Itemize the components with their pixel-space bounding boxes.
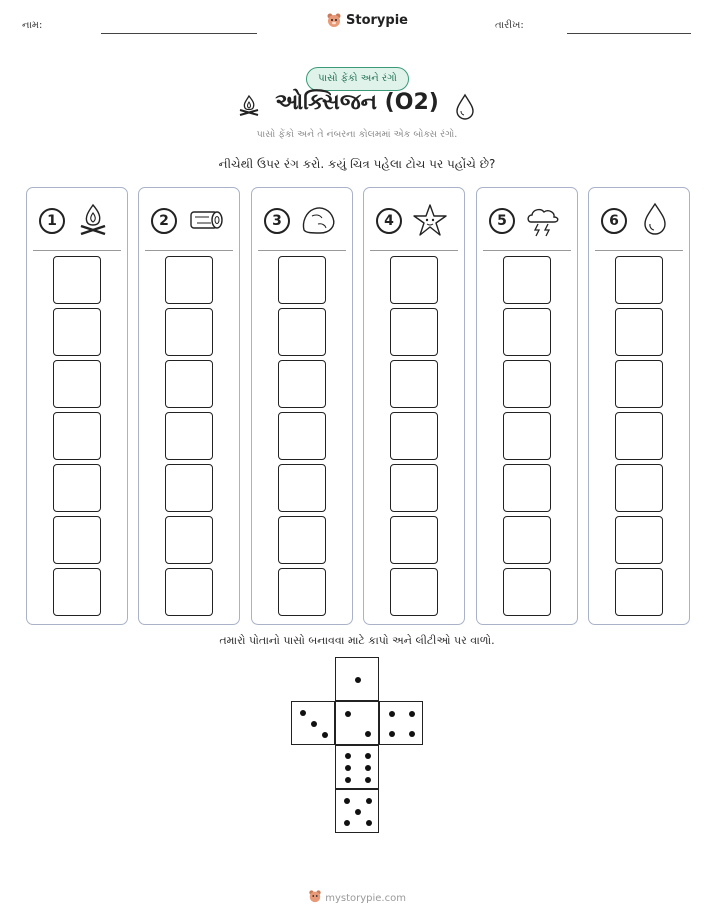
column-header — [27, 202, 127, 242]
dice-column-1 — [26, 187, 128, 625]
water-drop-icon — [635, 202, 675, 238]
dice-face-3 — [291, 701, 335, 745]
color-box[interactable] — [165, 256, 213, 304]
dice-face-1 — [335, 657, 379, 701]
campfire-icon — [73, 202, 113, 238]
color-box[interactable] — [390, 516, 438, 564]
dice-face-6 — [335, 745, 379, 789]
column-number: 1 — [39, 208, 65, 234]
color-box[interactable] — [615, 568, 663, 616]
column-number: 6 — [601, 208, 627, 234]
footer-url: mystorypie.com — [325, 893, 406, 904]
column-divider — [33, 250, 121, 251]
dice-face-4 — [379, 701, 423, 745]
log-icon — [185, 202, 225, 238]
color-box[interactable] — [390, 308, 438, 356]
dice-pip — [345, 753, 351, 759]
dice-pip — [365, 765, 371, 771]
dice-pip — [344, 798, 350, 804]
color-box[interactable] — [390, 568, 438, 616]
color-box[interactable] — [615, 256, 663, 304]
storm-cloud-icon — [523, 202, 563, 238]
activity-badge: પાસો ફેંકો અને રંગો — [306, 67, 409, 91]
column-divider — [258, 250, 346, 251]
color-box[interactable] — [503, 256, 551, 304]
color-box[interactable] — [165, 360, 213, 408]
color-box[interactable] — [503, 568, 551, 616]
dice-pip — [355, 809, 361, 815]
column-divider — [370, 250, 458, 251]
dice-column-2 — [138, 187, 240, 625]
color-box[interactable] — [615, 464, 663, 512]
dice-pip — [345, 765, 351, 771]
color-box[interactable] — [503, 464, 551, 512]
column-number: 3 — [264, 208, 290, 234]
dice-pip — [345, 777, 351, 783]
cut-instruction: તમારો પોતાનો પાસો બનાવવા માટે કાપો અને લીટીઓ પર વાળો. — [219, 634, 495, 647]
column-number: 2 — [151, 208, 177, 234]
dice-pip — [366, 798, 372, 804]
dice-pip — [311, 721, 317, 727]
dice-pip — [365, 753, 371, 759]
dice-column-3 — [251, 187, 353, 625]
color-box[interactable] — [165, 516, 213, 564]
star-icon — [410, 202, 450, 238]
dice-pip — [322, 732, 328, 738]
column-header — [252, 202, 352, 242]
dice-pip — [344, 820, 350, 826]
color-box[interactable] — [53, 412, 101, 460]
bear-icon — [326, 12, 342, 28]
color-box[interactable] — [390, 360, 438, 408]
dice-pip — [366, 820, 372, 826]
page-subtitle: પાસો ફેંકો અને તે નંબરના કોલમમાં એક બોક્સ રંગો. — [256, 129, 458, 140]
color-box[interactable] — [278, 516, 326, 564]
dice-pip — [365, 731, 371, 737]
dice-column-5 — [476, 187, 578, 625]
color-box[interactable] — [53, 464, 101, 512]
color-box[interactable] — [503, 308, 551, 356]
color-box[interactable] — [53, 568, 101, 616]
color-box[interactable] — [503, 360, 551, 408]
color-box[interactable] — [615, 516, 663, 564]
color-box[interactable] — [165, 308, 213, 356]
color-box[interactable] — [165, 568, 213, 616]
dice-pip — [389, 731, 395, 737]
color-box[interactable] — [53, 256, 101, 304]
name-line[interactable] — [101, 33, 257, 34]
color-box[interactable] — [278, 360, 326, 408]
column-divider — [145, 250, 233, 251]
dice-pip — [300, 710, 306, 716]
color-box[interactable] — [278, 568, 326, 616]
bear-icon — [308, 889, 322, 903]
dice-face-5 — [335, 789, 379, 833]
dice-pip — [365, 777, 371, 783]
column-header — [139, 202, 239, 242]
column-divider — [483, 250, 571, 251]
color-box[interactable] — [165, 464, 213, 512]
dice-pip — [389, 711, 395, 717]
color-box[interactable] — [165, 412, 213, 460]
color-box[interactable] — [390, 464, 438, 512]
page-title: ઓક્સિજન (O2) — [275, 90, 439, 115]
color-box[interactable] — [615, 360, 663, 408]
column-divider — [595, 250, 683, 251]
dice-pip — [409, 711, 415, 717]
color-box[interactable] — [53, 516, 101, 564]
dice-pip — [409, 731, 415, 737]
dice-column-4 — [363, 187, 465, 625]
footer — [0, 889, 714, 904]
rock-icon — [298, 202, 338, 238]
color-box[interactable] — [53, 360, 101, 408]
date-label: તારીખ: — [495, 20, 524, 31]
brand-logo — [326, 12, 408, 28]
color-box[interactable] — [278, 256, 326, 304]
date-line[interactable] — [567, 33, 691, 34]
dice-face-2 — [335, 701, 379, 745]
color-box[interactable] — [615, 308, 663, 356]
color-box[interactable] — [278, 308, 326, 356]
dice-column-6 — [588, 187, 690, 625]
color-box[interactable] — [390, 412, 438, 460]
color-box[interactable] — [53, 308, 101, 356]
color-box[interactable] — [503, 412, 551, 460]
column-number: 5 — [489, 208, 515, 234]
color-box[interactable] — [390, 256, 438, 304]
name-label: નામ: — [22, 20, 43, 31]
column-header — [589, 202, 689, 242]
color-box[interactable] — [278, 412, 326, 460]
color-box[interactable] — [615, 412, 663, 460]
color-box[interactable] — [278, 464, 326, 512]
dice-pip — [345, 711, 351, 717]
instruction-text: નીચેથી ઉપર રંગ કરો. કયું ચિત્ર પહેલા ટોચ પર પહોંચે છે? — [218, 157, 496, 171]
column-header — [477, 202, 577, 242]
dice-pip — [355, 677, 361, 683]
column-header — [364, 202, 464, 242]
column-number: 4 — [376, 208, 402, 234]
color-box[interactable] — [503, 516, 551, 564]
brand-name: Storypie — [346, 12, 408, 28]
water-drop-icon — [454, 93, 476, 121]
